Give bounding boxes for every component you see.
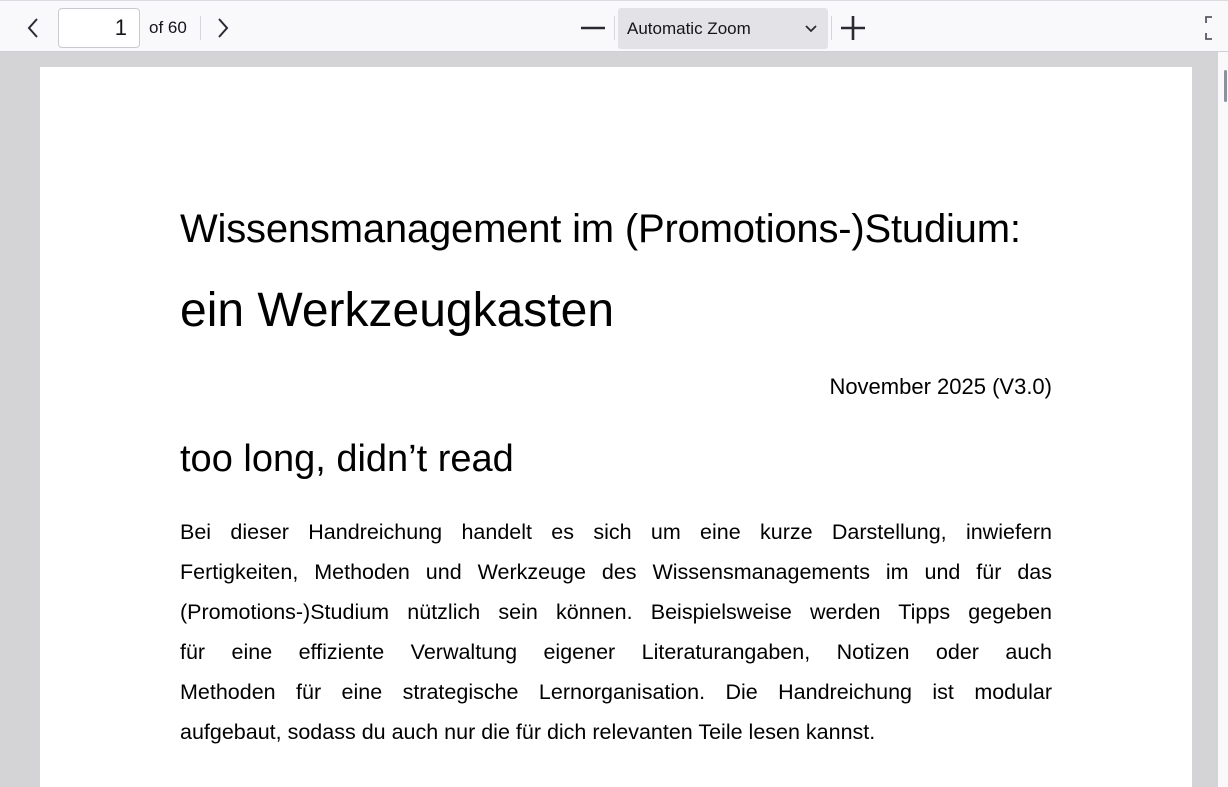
page-count-label: of 60 [149,18,187,37]
plus-icon [840,15,866,41]
toolbar-separator [831,16,832,40]
document-viewer[interactable] [10,52,1218,787]
paragraph-line: aufgebaut, sodass du auch nur die für dich relevanten Teile lesen kannst. [180,720,876,744]
zoom-in-button[interactable] [836,13,870,43]
chevron-right-icon [216,17,230,39]
chevron-left-icon [26,17,40,39]
tldr-heading: too long, didn’t read [180,438,514,480]
previous-page-button[interactable] [16,13,50,43]
scrollbar-thumb[interactable] [1224,70,1227,102]
paragraph-line: (Promotions-)Studium nützlich sein können. Beispielsweise werden Tipps gegeben [180,600,1052,624]
toolbar-separator [614,16,615,40]
document-title-line2: ein Werkzeugkasten [180,284,615,337]
pdf-toolbar [0,0,1228,52]
paragraph-line: Fertigkeiten, Methoden und Werkzeuge des Wissensmanagements im und für das [180,560,1052,584]
minus-icon [580,15,606,41]
document-title-line1: Wissensmanagement im (Promotions-)Studium: [180,207,1021,251]
fullscreen-button[interactable] [1204,13,1228,43]
paragraph-line: für eine effiziente Verwaltung eigener Literaturangaben, Notizen oder auch [180,640,1052,664]
next-page-button[interactable] [206,13,240,43]
tldr-paragraph [180,512,1052,752]
paragraph-line: Bei dieser Handreichung handelt es sich um eine kurze Darstellung, inwiefern [180,520,1052,544]
paragraph-line: Methoden für eine strategische Lernorganisation. Die Handreichung ist modular [180,680,1052,704]
toolbar-separator [200,16,201,40]
zoom-out-button[interactable] [576,13,610,43]
zoom-select[interactable] [618,8,828,49]
scrollbar-track[interactable] [1218,52,1228,787]
page-number-input[interactable] [58,8,140,48]
fullscreen-icon [1204,15,1228,41]
zoom-select-value: Automatic Zoom [627,18,751,38]
pdf-page [40,67,1192,787]
chevron-down-icon [804,21,818,35]
document-date-version: November 2025 (V3.0) [829,374,1052,399]
